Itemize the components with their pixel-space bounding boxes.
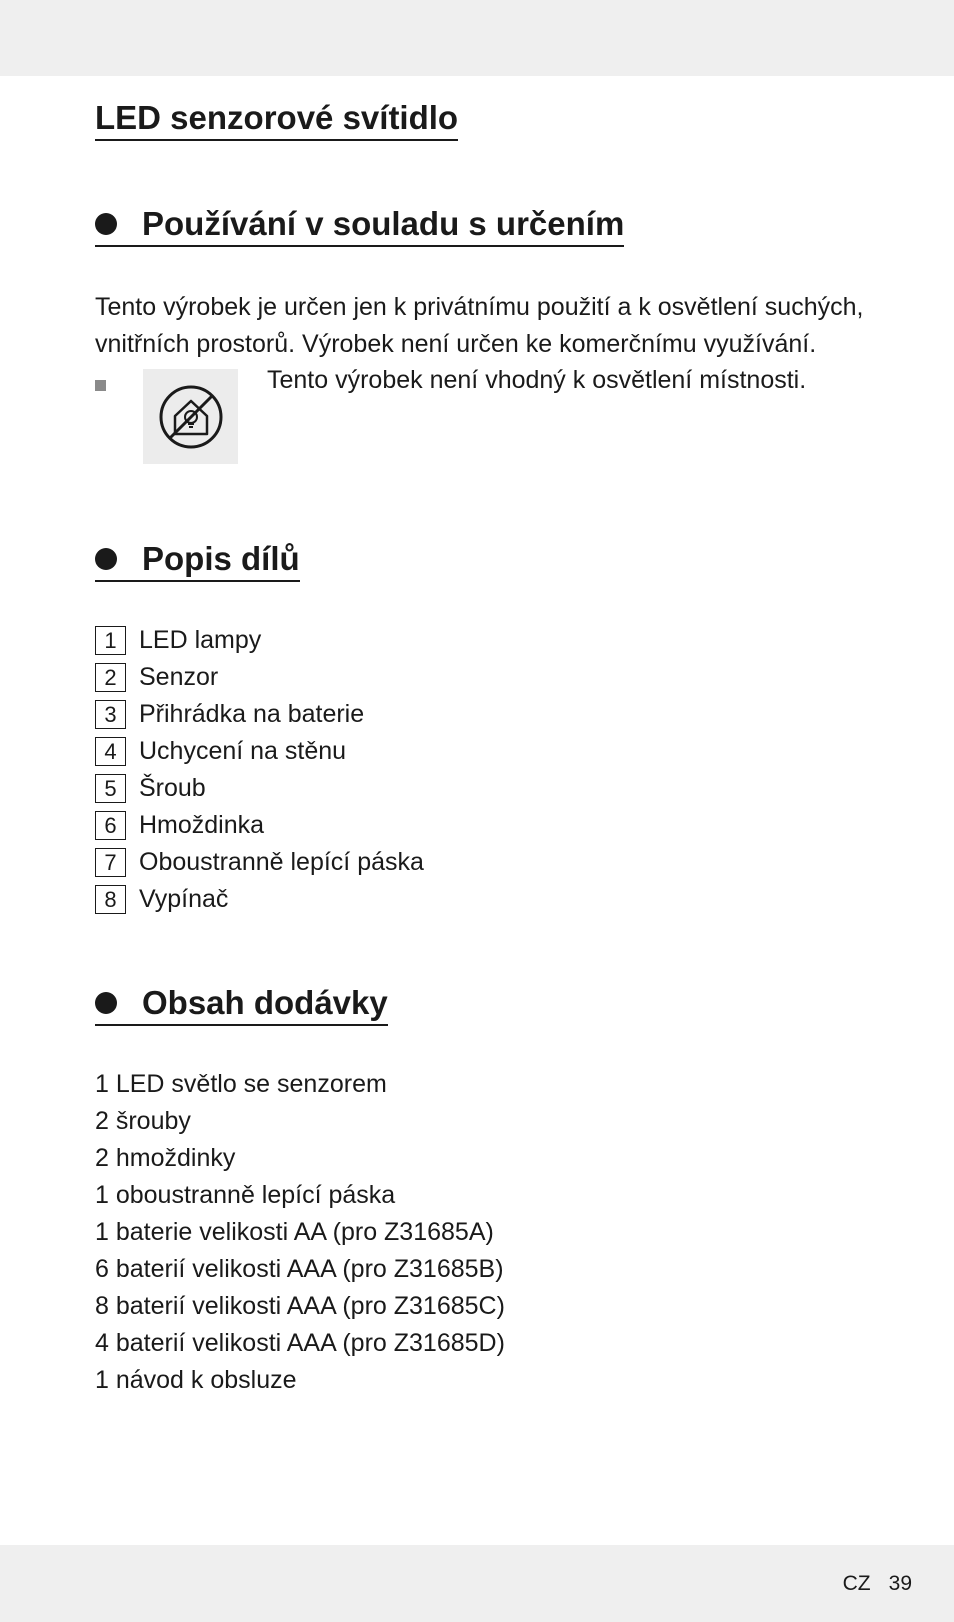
section-heading-parts	[95, 539, 300, 582]
list-item: 4 baterií velikosti AAA (pro Z31685D)	[95, 1329, 505, 1357]
part-number: 4	[95, 737, 126, 766]
intended-use-paragraph: Tento výrobek je určen jen k privátnímu použití a k osvětlení suchých, vnitřních prostorů. Výrobek není určen ke komerčnímu využívání.	[95, 293, 864, 358]
parts-list	[95, 622, 424, 918]
part-number: 1	[95, 626, 126, 655]
list-item: 2 šrouby	[95, 1107, 191, 1135]
list-item: 6 baterií velikosti AAA (pro Z31685B)	[95, 1255, 504, 1283]
section-heading-text: Obsah dodávky	[142, 984, 388, 1021]
part-number: 6	[95, 811, 126, 840]
list-item	[95, 622, 424, 659]
list-item: 1 oboustranně lepící páska	[95, 1181, 396, 1209]
list-item	[95, 733, 424, 770]
list-item: 1 LED světlo se senzorem	[95, 1070, 387, 1098]
part-label: Hmoždinka	[139, 811, 265, 839]
part-label: LED lampy	[139, 626, 262, 654]
header-band	[0, 0, 954, 76]
part-label: Přihrádka na baterie	[139, 700, 365, 728]
language-code: CZ	[842, 1572, 871, 1595]
part-number: 8	[95, 885, 126, 914]
bullet-dot-icon	[95, 992, 117, 1014]
part-number: 7	[95, 848, 126, 877]
part-label: Šroub	[139, 774, 206, 802]
list-item	[95, 807, 424, 844]
list-item: 2 hmoždinky	[95, 1144, 236, 1172]
list-item: 1 návod k obsluze	[95, 1366, 297, 1394]
list-item: 8 baterií velikosti AAA (pro Z31685C)	[95, 1292, 505, 1320]
list-item	[95, 770, 424, 807]
bullet-dot-icon	[95, 213, 117, 235]
part-label: Senzor	[139, 663, 219, 691]
part-label: Vypínač	[139, 885, 229, 913]
no-room-lighting-icon	[143, 369, 238, 464]
list-item	[95, 696, 424, 733]
page-footer	[843, 1572, 912, 1596]
part-number: 2	[95, 663, 126, 692]
footer-band	[0, 1545, 954, 1622]
section-heading-intended-use	[95, 204, 624, 247]
no-room-lighting-icon-graphic	[158, 384, 224, 450]
room-lighting-note: Tento výrobek není vhodný k osvětlení místnosti.	[267, 366, 807, 394]
list-item: 1 baterie velikosti AA (pro Z31685A)	[95, 1218, 494, 1246]
part-number: 3	[95, 700, 126, 729]
list-item	[95, 844, 424, 881]
document-title: LED senzorové svítidlo	[95, 98, 458, 141]
section-heading-text: Používání v souladu s určením	[142, 205, 625, 242]
part-number: 5	[95, 774, 126, 803]
part-label: Oboustranně lepící páska	[139, 848, 424, 876]
contents-list	[95, 1066, 505, 1399]
page-number: 39	[888, 1572, 912, 1595]
square-bullet-icon	[95, 380, 106, 391]
section-heading-text: Popis dílů	[142, 540, 300, 577]
list-item	[95, 659, 424, 696]
section-heading-contents	[95, 983, 388, 1026]
bullet-dot-icon	[95, 548, 117, 570]
list-item	[95, 881, 424, 918]
part-label: Uchycení na stěnu	[139, 737, 347, 765]
